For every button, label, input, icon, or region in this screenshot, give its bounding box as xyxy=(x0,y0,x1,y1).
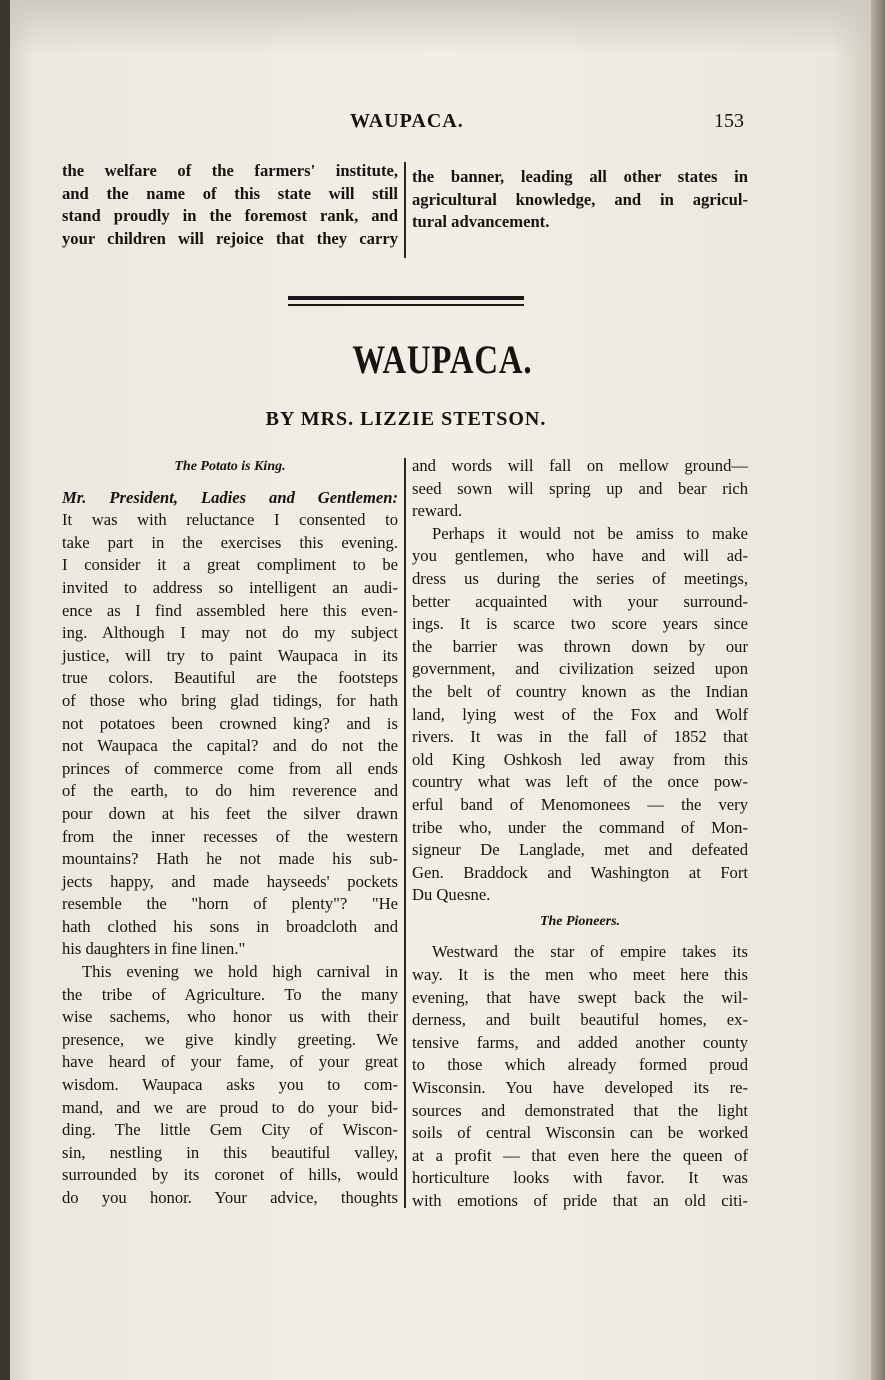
text-line: ence as I find assembled here this even- xyxy=(62,600,398,620)
text-line: and words will fall on mellow ground— xyxy=(412,456,748,475)
previous-article-left-column xyxy=(62,160,398,250)
text-line: princes of commerce come from all ends xyxy=(62,758,398,778)
text-line: soils of central Wisconsin can be worked xyxy=(412,1123,748,1143)
page-top-shadow xyxy=(0,0,885,55)
text-line: and the name of this state will still xyxy=(62,183,398,203)
text-line: Westward the star of empire takes its xyxy=(432,942,748,962)
text-line: dress us during the series of meetings, xyxy=(412,568,748,588)
text-line: Wisconsin. You have developed its re- xyxy=(412,1078,748,1098)
text-line: agricultural knowledge, and in agricul- xyxy=(412,189,748,209)
text-line: better acquainted with your surround- xyxy=(412,591,748,611)
text-line: land, lying west of the Fox and Wolf xyxy=(412,704,748,724)
article-right-column xyxy=(412,455,748,1213)
previous-article-right-column xyxy=(412,166,748,234)
text-line: from the inner recesses of the western xyxy=(62,826,398,846)
column-divider-main xyxy=(404,458,406,1208)
page-number: 153 xyxy=(714,110,744,132)
text-line: old King Oshkosh led away from this xyxy=(412,749,748,769)
text-line: erful band of Menomonees — the very xyxy=(412,794,748,814)
text-line: the barrier was thrown down by our xyxy=(412,636,748,656)
text-line: mand, and we are proud to do your bid- xyxy=(62,1097,398,1117)
running-head: WAUPACA. xyxy=(350,110,464,132)
text-line: sources and demonstrated that the light xyxy=(412,1100,748,1120)
text-line: jects happy, and made hayseeds' pockets xyxy=(62,871,398,891)
text-line: Du Quesne. xyxy=(412,885,491,905)
text-line: seed sown will spring up and bear rich xyxy=(412,478,748,498)
text-line: pour down at his feet the silver drawn xyxy=(62,803,398,823)
text-line: It was with reluctance I consented to xyxy=(62,510,398,530)
text-line: signeur De Langlade, met and defeated xyxy=(412,840,748,860)
text-line: ding. The little Gem City of Wiscon- xyxy=(62,1120,398,1140)
text-line: of those who bring glad tidings, for hath xyxy=(62,690,398,710)
text-line: tribe who, under the command of Mon- xyxy=(412,817,748,837)
text-line: horticulture looks with favor. It was xyxy=(412,1168,748,1188)
text-line: of the earth, to do him reverence and xyxy=(62,781,398,801)
text-line: reward. xyxy=(412,501,463,521)
text-line: take part in the exercises this evening. xyxy=(62,532,398,552)
text-line: hath clothed his sons in broadcloth and xyxy=(62,916,398,936)
text-line: way. It is the men who meet here this xyxy=(412,965,748,985)
text-line: tensive farms, and added another county xyxy=(412,1032,748,1052)
text-line: rivers. It was in the fall of 1852 that xyxy=(412,727,748,747)
text-line: do you honor. Your advice, thoughts xyxy=(62,1188,398,1207)
text-line: not Waupaca the capital? and do not the xyxy=(62,736,398,756)
text-line: the tribe of Agriculture. To the many xyxy=(62,984,398,1004)
text-line: justice, will try to paint Waupaca in its xyxy=(62,645,398,665)
text-line: stand proudly in the foremost rank, and xyxy=(62,206,398,226)
text-line: sin, nestling in this beautiful valley, xyxy=(62,1142,398,1162)
text-line: your children will rejoice that they carry xyxy=(62,228,398,248)
text-line: the belt of country known as the Indian xyxy=(412,681,748,701)
text-line: Gen. Braddock and Washington at Fort xyxy=(412,862,748,882)
text-line: you gentlemen, who have and will ad- xyxy=(412,546,748,566)
text-line: ings. It is scarce two score years since xyxy=(412,614,748,634)
text-line: presence, we give kindly greeting. We xyxy=(62,1029,398,1049)
text-line: ing. Although I may not do my subject xyxy=(62,623,398,643)
subheading-pioneers: The Pioneers. xyxy=(539,913,621,929)
text-line: government, and civilization seized upon xyxy=(412,659,748,679)
text-line: wise sachems, who honor us with their xyxy=(62,1007,398,1027)
text-line: This evening we hold high carnival in xyxy=(82,962,398,982)
text-line: true colors. Beautiful are the footsteps xyxy=(62,668,398,688)
text-line: derness, and built beautiful homes, ex- xyxy=(412,1010,748,1030)
text-line: mountains? Hath he not made his sub- xyxy=(62,849,398,869)
article-byline: BY MRS. LIZZIE STETSON. xyxy=(265,408,547,430)
text-line: the welfare of the farmers' institute, xyxy=(62,161,398,180)
text-line: tural advancement. xyxy=(412,212,550,232)
text-line: evening, that have swept back the wil- xyxy=(412,987,748,1007)
article-title: WAUPACA. xyxy=(352,337,533,382)
text-line: resemble the "horn of plenty"? "He xyxy=(62,894,398,914)
article-left-column xyxy=(62,452,398,1210)
text-line: have heard of your fame, of your great xyxy=(62,1052,398,1072)
text-line: with emotions of pride that an old citi- xyxy=(412,1191,748,1210)
text-line: to those which already formed proud xyxy=(412,1055,748,1075)
page-left-edge xyxy=(0,0,10,1380)
text-line: wisdom. Waupaca asks you to com- xyxy=(62,1075,398,1095)
salutation: Mr. President, Ladies and Gentlemen: xyxy=(62,487,398,507)
text-line: the banner, leading all other states in xyxy=(412,167,748,186)
text-line: not potatoes been crowned king? and is xyxy=(62,713,398,733)
text-line: I consider it a great compliment to be xyxy=(62,555,398,575)
text-line: country what was left of the once pow- xyxy=(412,772,748,792)
subheading-potato-is-king: The Potato is King. xyxy=(174,459,286,474)
text-line: his daughters in fine linen." xyxy=(62,939,246,959)
text-line: invited to address so intelligent an audi- xyxy=(62,577,398,597)
column-divider-top xyxy=(404,162,406,258)
text-line: at a profit — that even here the queen of xyxy=(412,1145,748,1165)
text-line: Perhaps it would not be amiss to make xyxy=(432,523,748,543)
section-divider-rule xyxy=(288,296,524,308)
text-line: surrounded by its coronet of hills, would xyxy=(62,1165,398,1185)
page-right-edge xyxy=(871,0,885,1380)
